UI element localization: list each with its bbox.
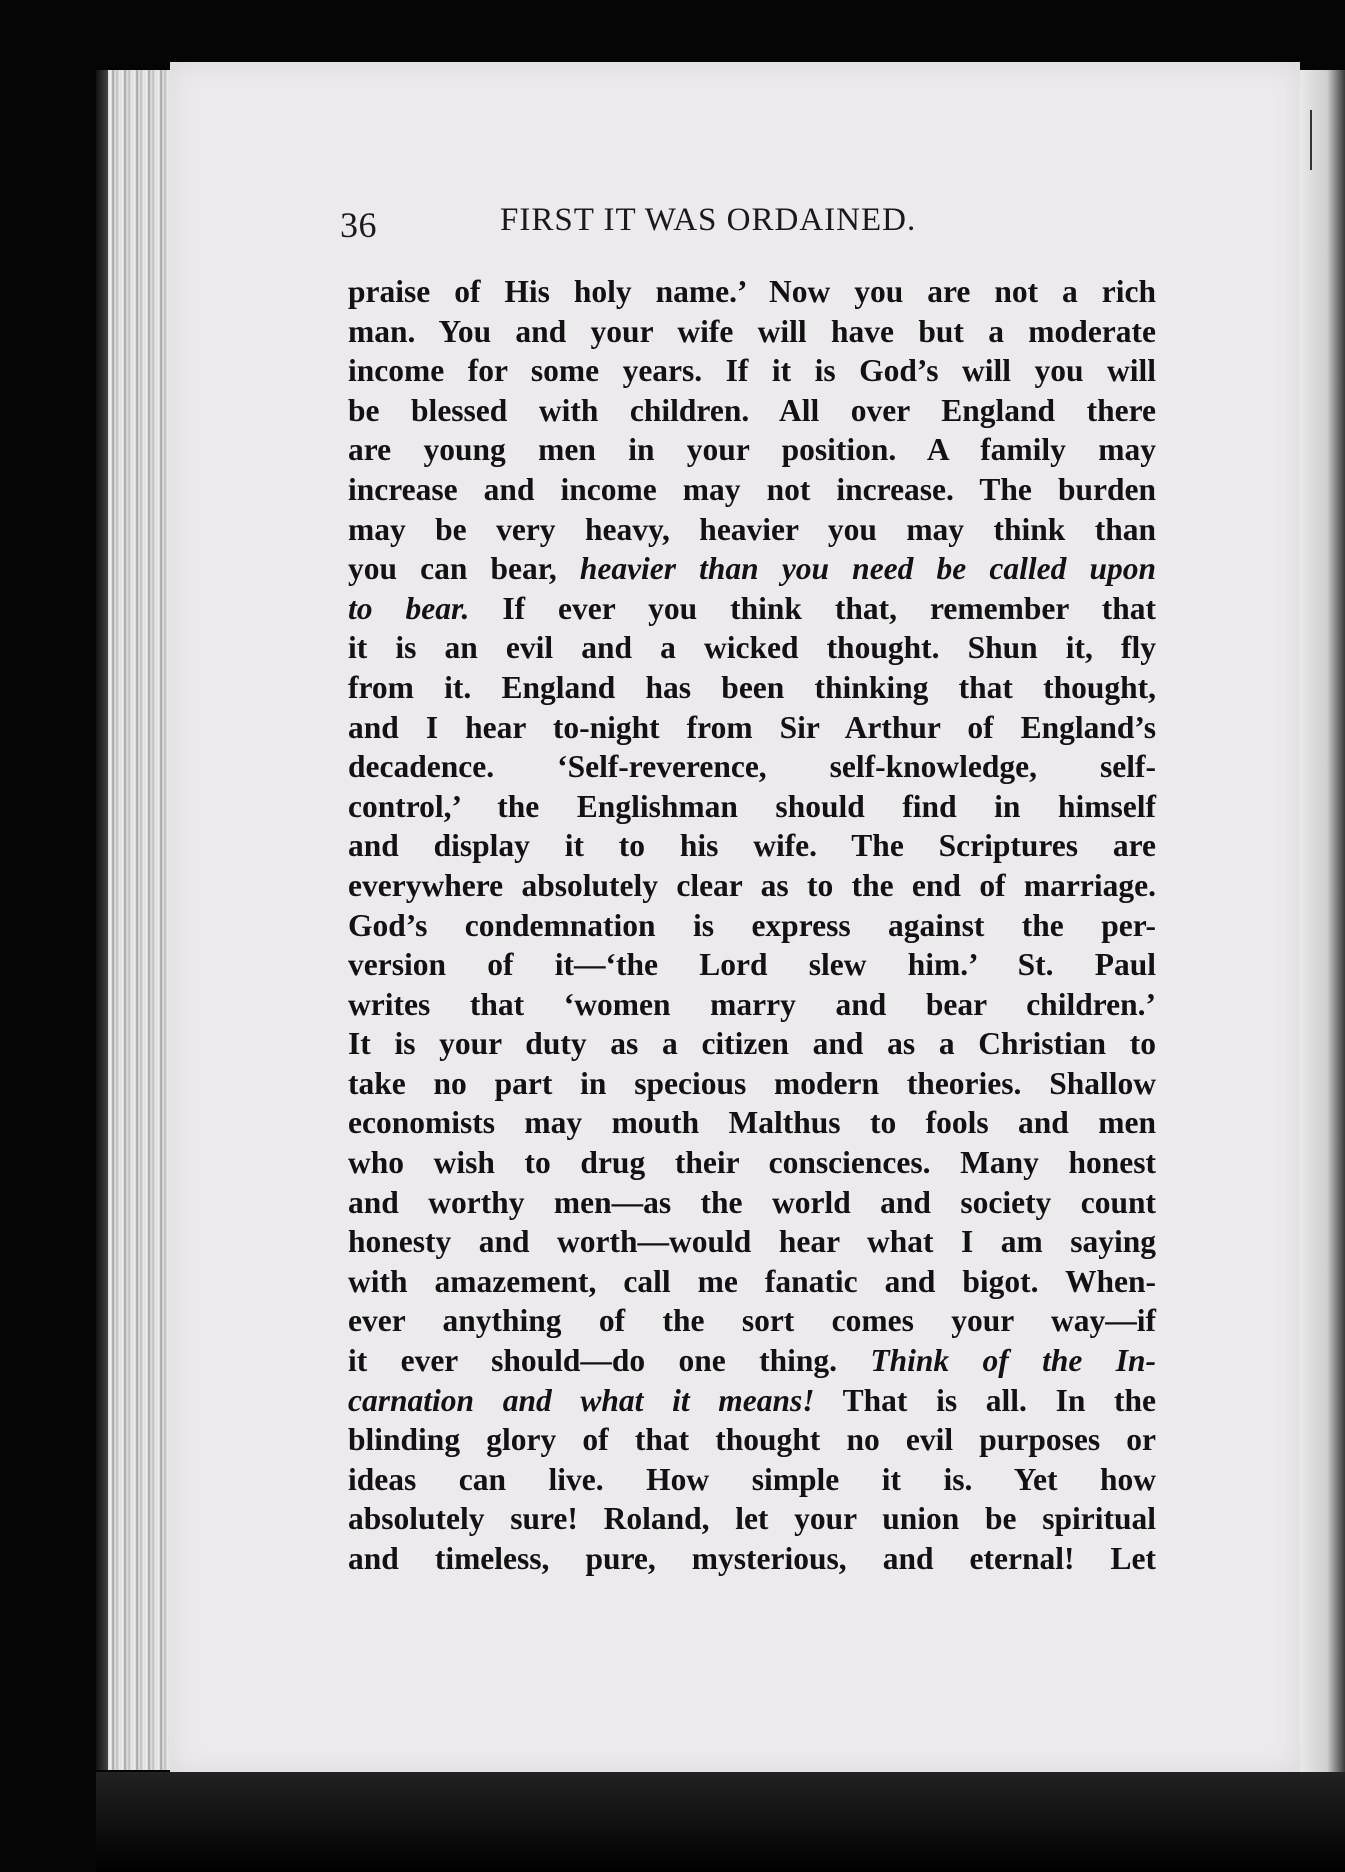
text-line: [348, 1341, 1156, 1381]
text-run: version of it—‘the Lord slew him.’ St. Paul: [348, 947, 1156, 983]
text-run: If ever you think that, remember that: [469, 590, 1156, 626]
text-run: may be very heavy, heavier you may think than: [348, 511, 1156, 547]
text-run: writes that ‘women marry and bear children.’: [348, 986, 1156, 1022]
text-line: [348, 312, 1156, 352]
page-header: [340, 200, 1170, 260]
text-run: economists may mouth Malthus to fools and men: [348, 1105, 1156, 1141]
text-run: It is your duty as a citizen and as a Christian to: [348, 1026, 1156, 1062]
text-line: [348, 272, 1156, 312]
text-line: [348, 1222, 1156, 1262]
italic-text-run: Think of the In-: [870, 1343, 1156, 1379]
italic-text-run: heavier than you need be called upon: [579, 551, 1156, 587]
text-line: [348, 1024, 1156, 1064]
text-run: it ever should—do one thing.: [348, 1343, 871, 1379]
text-line: [348, 1420, 1156, 1460]
text-line: [348, 470, 1156, 510]
page-number: 36: [340, 205, 377, 245]
text-run: increase and income may not increase. The burden: [348, 471, 1156, 507]
text-run: from it. England has been thinking that thought,: [348, 669, 1156, 705]
text-line: [348, 1499, 1156, 1539]
text-run: income for some years. If it is God’s will you will: [348, 353, 1156, 389]
facing-page-edge: [1300, 70, 1345, 1790]
text-run: with amazement, call me fanatic and bigot. When-: [348, 1263, 1156, 1299]
text-line: [348, 1539, 1156, 1579]
text-line: [348, 945, 1156, 985]
text-line: [348, 589, 1156, 629]
text-run: you can bear,: [348, 551, 580, 587]
text-line: [348, 549, 1156, 589]
text-run: and display it to his wife. The Scriptures are: [348, 828, 1156, 864]
text-line: [348, 351, 1156, 391]
text-line: [348, 1301, 1156, 1341]
text-line: [348, 1183, 1156, 1223]
text-line: [348, 628, 1156, 668]
text-line: [348, 906, 1156, 946]
text-run: control,’ the Englishman should find in himself: [348, 788, 1156, 824]
text-run: That is all. In the: [814, 1382, 1157, 1418]
text-run: everywhere absolutely clear as to the end of marriage.: [348, 867, 1156, 903]
text-line: [348, 1103, 1156, 1143]
text-run: ideas can live. How simple it is. Yet how: [348, 1461, 1156, 1497]
text-line: [348, 985, 1156, 1025]
italic-text-run: to bear.: [348, 590, 470, 626]
binding-shadow: [96, 70, 108, 1770]
running-head: FIRST IT WAS ORDAINED.: [500, 202, 917, 238]
text-run: decadence. ‘Self-reverence, self-knowledge, self-: [348, 749, 1156, 785]
text-line: [348, 510, 1156, 550]
text-line: [348, 1262, 1156, 1302]
text-line: [348, 826, 1156, 866]
text-run: absolutely sure! Roland, let your union be spiritual: [348, 1501, 1156, 1537]
text-run: and timeless, pure, mysterious, and eternal! Let: [348, 1541, 1156, 1576]
facing-page-mark: [1310, 110, 1312, 170]
text-run: and I hear to-night from Sir Arthur of England’s: [348, 709, 1156, 745]
body-text: [348, 272, 1156, 1579]
text-line: [348, 668, 1156, 708]
text-run: man. You and your wife will have but a moderate: [348, 313, 1156, 349]
text-run: ever anything of the sort comes your way—if: [348, 1303, 1156, 1339]
text-run: take no part in specious modern theories. Shallow: [348, 1065, 1156, 1101]
text-line: [348, 747, 1156, 787]
text-run: be blessed with children. All over England there: [348, 392, 1156, 428]
text-run: blinding glory of that thought no evil purposes or: [348, 1422, 1156, 1458]
text-run: it is an evil and a wicked thought. Shun it, fly: [348, 630, 1156, 666]
text-line: [348, 1143, 1156, 1183]
text-run: honesty and worth—would hear what I am saying: [348, 1224, 1156, 1260]
text-line: [348, 708, 1156, 748]
text-run: and worthy men—as the world and society count: [348, 1184, 1156, 1220]
text-run: who wish to drug their consciences. Many honest: [348, 1145, 1156, 1181]
text-run: praise of His holy name.’ Now you are not a rich: [348, 274, 1156, 309]
text-line: [348, 430, 1156, 470]
text-line: [348, 1460, 1156, 1500]
text-line: [348, 1381, 1156, 1421]
text-line: [348, 787, 1156, 827]
text-run: are young men in your position. A family may: [348, 432, 1156, 468]
text-line: [348, 391, 1156, 431]
bottom-shadow: [96, 1772, 1345, 1872]
text-line: [348, 866, 1156, 906]
text-run: God’s condemnation is express against the per-: [348, 907, 1156, 943]
italic-text-run: carnation and what it means!: [348, 1382, 815, 1418]
text-line: [348, 1064, 1156, 1104]
